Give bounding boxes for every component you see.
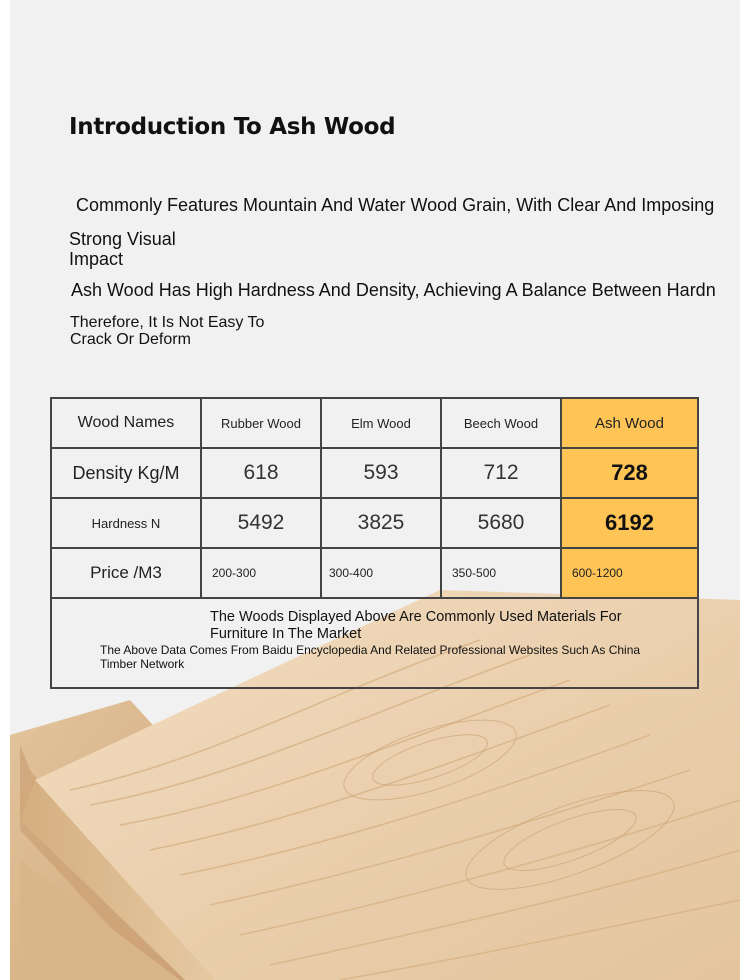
density-label: Density Kg/M bbox=[52, 449, 202, 497]
density-rubber-wood: 618 bbox=[202, 449, 322, 497]
wood-comparison-table bbox=[50, 397, 699, 689]
header-elm-wood: Elm Wood bbox=[322, 399, 442, 447]
footnote-source: The Above Data Comes From Baidu Encyclopedia And Related Professional Websites Such As China Timber Network bbox=[100, 643, 641, 671]
hardness-label: Hardness N bbox=[52, 499, 202, 547]
header-ash-wood: Ash Wood bbox=[562, 399, 697, 447]
feature-line-2: Strong Visual Impact bbox=[69, 229, 176, 269]
hardness-ash-wood: 6192 bbox=[562, 499, 697, 547]
price-elm-wood: 300-400 bbox=[322, 549, 442, 597]
header-rubber-wood: Rubber Wood bbox=[202, 399, 322, 447]
density-elm-wood: 593 bbox=[322, 449, 442, 497]
header-wood-names: Wood Names bbox=[52, 399, 202, 447]
product-info-panel bbox=[10, 0, 740, 980]
price-ash-wood: 600-1200 bbox=[562, 549, 697, 597]
hardness-elm-wood: 3825 bbox=[322, 499, 442, 547]
density-ash-wood: 728 bbox=[562, 449, 697, 497]
page-title: Introduction To Ash Wood bbox=[69, 114, 396, 140]
price-beech-wood: 350-500 bbox=[442, 549, 562, 597]
feature-line-1: Commonly Features Mountain And Water Wood Grain, With Clear And Imposing bbox=[76, 195, 715, 215]
table-row bbox=[52, 549, 697, 599]
price-rubber-wood: 200-300 bbox=[202, 549, 322, 597]
density-beech-wood: 712 bbox=[442, 449, 562, 497]
footnote-main: The Woods Displayed Above Are Commonly Used Materials For Furniture In The Market bbox=[210, 609, 622, 642]
feature-line-3: Ash Wood Has High Hardness And Density, Achieving A Balance Between Hardn bbox=[71, 280, 716, 300]
table-footnote bbox=[52, 599, 697, 687]
table-header-row bbox=[52, 399, 697, 449]
price-label: Price /M3 bbox=[52, 549, 202, 597]
header-beech-wood: Beech Wood bbox=[442, 399, 562, 447]
table-row bbox=[52, 449, 697, 499]
hardness-beech-wood: 5680 bbox=[442, 499, 562, 547]
feature-line-4: Therefore, It Is Not Easy To Crack Or Deform bbox=[70, 314, 265, 348]
table-row bbox=[52, 499, 697, 549]
hardness-rubber-wood: 5492 bbox=[202, 499, 322, 547]
